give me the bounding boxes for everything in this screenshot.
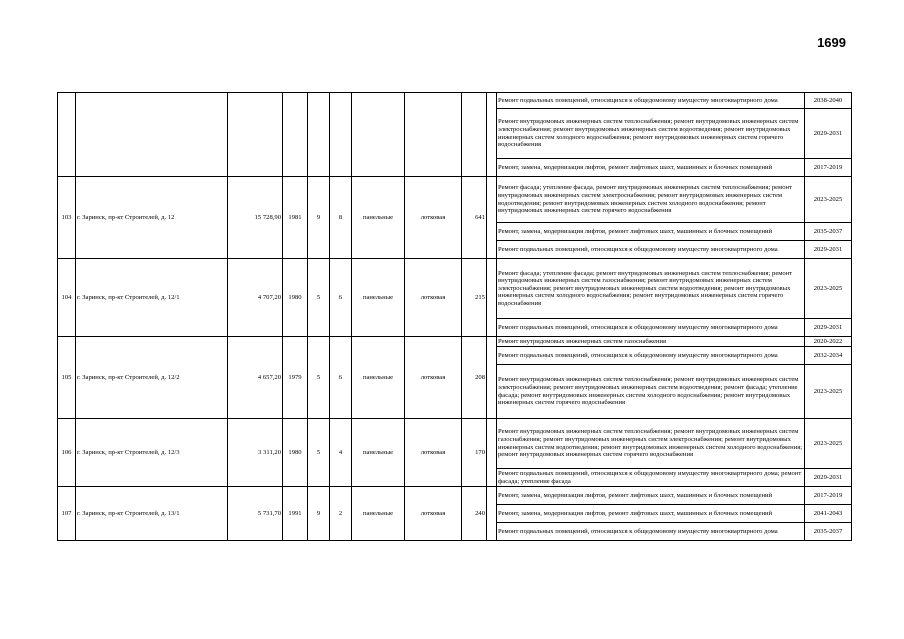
house-area (228, 93, 283, 177)
spacer-cell (487, 487, 497, 541)
work-description: Ремонт фасада; утепление фасада; ремонт внутридомовых инженерных систем теплоснабжения; ремонт внутридомовых инженерных систем газоснабжения; ремонт внутридомовых инженерных систем электроснабжения; ремонт внутридомовых инженерных систем водоотведения; ремонт внутридомовых инженерных систем холодного водоснабжения; ремонт внутридомовых инженерных систем горячего водоснабжения (497, 259, 805, 319)
table-row (58, 93, 852, 109)
house-address: г. Заринск, пр-кт Строителей, д. 12/2 (76, 337, 228, 419)
house-area: 4 707,20 (228, 259, 283, 337)
work-period: 2020-2022 (805, 337, 852, 347)
spacer-cell (487, 419, 497, 487)
table-row (58, 419, 852, 469)
house-area: 3 311,20 (228, 419, 283, 487)
work-description: Ремонт подвальных помещений, относящихся к общедомовому имуществу многоквартирного дома; ремонт фасада; утепление фасада (497, 469, 805, 487)
work-period: 2029-2031 (805, 469, 852, 487)
house-address (76, 93, 228, 177)
work-description: Ремонт фасада; утепление фасада, ремонт внутридомовых инженерных систем теплоснабжения; ремонт внутридомовых инженерных систем электроснабжения; ремонт внутридомовых инженерных систем водоотведения; ремонт внутридомовых инженерных систем холодного водоснабжения; ремонт внутридомовых инженерных систем горячего водоснабжения (497, 177, 805, 223)
floors-count: 9 (308, 487, 330, 541)
work-description: Ремонт подвальных помещений, относящихся к общедомовому имуществу многоквартирного дома (497, 523, 805, 541)
work-period: 2035-2037 (805, 223, 852, 241)
build-year: 1991 (283, 487, 308, 541)
floors-count: 5 (308, 337, 330, 419)
residents-count: 240 (462, 487, 487, 541)
work-description: Ремонт, замена, модернизация лифтов, ремонт лифтовых шахт, машинных и блочных помещений (497, 487, 805, 505)
work-period: 2035-2037 (805, 523, 852, 541)
work-description: Ремонт подвальных помещений, относящихся к общедомовому имуществу многоквартирного дома (497, 93, 805, 109)
work-description: Ремонт, замена, модернизация лифтов, ремонт лифтовых шахт, машинных и блочных помещений (497, 223, 805, 241)
floors-count: 5 (308, 419, 330, 487)
roof-type: лотковая (405, 487, 462, 541)
wall-material: панельные (352, 337, 405, 419)
build-year: 1980 (283, 259, 308, 337)
work-period: 2023-2025 (805, 365, 852, 419)
house-area: 15 728,90 (228, 177, 283, 259)
roof-type: лотковая (405, 177, 462, 259)
table-row (58, 487, 852, 505)
roof-type (405, 93, 462, 177)
work-period: 2023-2025 (805, 177, 852, 223)
house-number: 103 (58, 177, 76, 259)
house-address: г. Заринск, пр-кт Строителей, д. 13/1 (76, 487, 228, 541)
work-period: 2038-2040 (805, 93, 852, 109)
house-number: 106 (58, 419, 76, 487)
wall-material: панельные (352, 419, 405, 487)
floors-count: 5 (308, 259, 330, 337)
entrances-count: 6 (330, 337, 352, 419)
house-address: г. Заринск, пр-кт Строителей, д. 12 (76, 177, 228, 259)
floors-count: 9 (308, 177, 330, 259)
table-row (58, 259, 852, 319)
work-period: 2029-2031 (805, 241, 852, 259)
entrances-count: 6 (330, 259, 352, 337)
entrances-count: 4 (330, 419, 352, 487)
table-row (58, 177, 852, 223)
work-description: Ремонт внутридомовых инженерных систем теплоснабжения; ремонт внутридомовых инженерных систем электроснабжения; ремонт внутридомовых инженерных систем водоотведения; ремонт внутридомовых инженерных систем холодного водоснабжения; ремонт внутридомовых инженерных систем горячего водоснабжения (497, 109, 805, 159)
residents-count: 641 (462, 177, 487, 259)
work-description: Ремонт внутридомовых инженерных систем газоснабжения (497, 337, 805, 347)
house-area: 5 731,70 (228, 487, 283, 541)
entrances-count: 2 (330, 487, 352, 541)
work-description: Ремонт подвальных помещений, относящихся к общедомовому имуществу многоквартирного дома (497, 347, 805, 365)
work-period: 2017-2019 (805, 159, 852, 177)
work-description: Ремонт внутридомовых инженерных систем теплоснабжения; ремонт внутридомовых инженерных систем газоснабжения; ремонт внутридомовых инженерных систем электроснабжения; ремонт внутридомовых инженерных систем водоотведения; ремонт внутридомовых инженерных систем холодного водоснабжения; ремонт внутридомовых инженерных систем горячего водоснабжения (497, 419, 805, 469)
residents-count: 170 (462, 419, 487, 487)
entrances-count (330, 93, 352, 177)
repair-program-table (57, 92, 852, 541)
roof-type: лотковая (405, 337, 462, 419)
work-period: 2029-2031 (805, 319, 852, 337)
house-number: 105 (58, 337, 76, 419)
build-year: 1979 (283, 337, 308, 419)
work-period: 2041-2043 (805, 505, 852, 523)
wall-material: панельные (352, 177, 405, 259)
spacer-cell (487, 259, 497, 337)
work-period: 2032-2034 (805, 347, 852, 365)
spacer-cell (487, 177, 497, 259)
build-year: 1980 (283, 419, 308, 487)
table-body (58, 93, 852, 541)
residents-count: 215 (462, 259, 487, 337)
residents-count: 208 (462, 337, 487, 419)
roof-type: лотковая (405, 259, 462, 337)
work-description: Ремонт, замена, модернизация лифтов, ремонт лифтовых шахт, машинных и блочных помещений (497, 505, 805, 523)
work-period: 2029-2031 (805, 109, 852, 159)
floors-count (308, 93, 330, 177)
roof-type: лотковая (405, 419, 462, 487)
spacer-cell (487, 337, 497, 419)
build-year: 1981 (283, 177, 308, 259)
house-number: 107 (58, 487, 76, 541)
work-period: 2023-2025 (805, 419, 852, 469)
page-number: 1699 (817, 35, 846, 50)
residents-count (462, 93, 487, 177)
wall-material: панельные (352, 259, 405, 337)
work-description: Ремонт подвальных помещений, относящихся к общедомовому имуществу многоквартирного дома (497, 319, 805, 337)
house-area: 4 657,20 (228, 337, 283, 419)
house-number (58, 93, 76, 177)
table-row (58, 337, 852, 347)
entrances-count: 8 (330, 177, 352, 259)
work-description: Ремонт внутридомовых инженерных систем теплоснабжения; ремонт внутридомовых инженерных систем электроснабжения; ремонт внутридомовых инженерных систем водоотведения; ремонт фасада; утепление фасада; ремонт внутридомовых инженерных систем холодного водоснабжения; ремонт внутридомовых инженерных систем горячего водоснабжения (497, 365, 805, 419)
work-description: Ремонт подвальных помещений, относящихся к общедомовому имуществу многоквартирного дома (497, 241, 805, 259)
work-description: Ремонт, замена, модернизация лифтов, ремонт лифтовых шахт, машинных и блочных помещений (497, 159, 805, 177)
build-year (283, 93, 308, 177)
wall-material (352, 93, 405, 177)
spacer-cell (487, 93, 497, 177)
house-address: г. Заринск, пр-кт Строителей, д. 12/1 (76, 259, 228, 337)
house-address: г. Заринск, пр-кт Строителей, д. 12/3 (76, 419, 228, 487)
work-period: 2017-2019 (805, 487, 852, 505)
house-number: 104 (58, 259, 76, 337)
wall-material: панельные (352, 487, 405, 541)
work-period: 2023-2025 (805, 259, 852, 319)
